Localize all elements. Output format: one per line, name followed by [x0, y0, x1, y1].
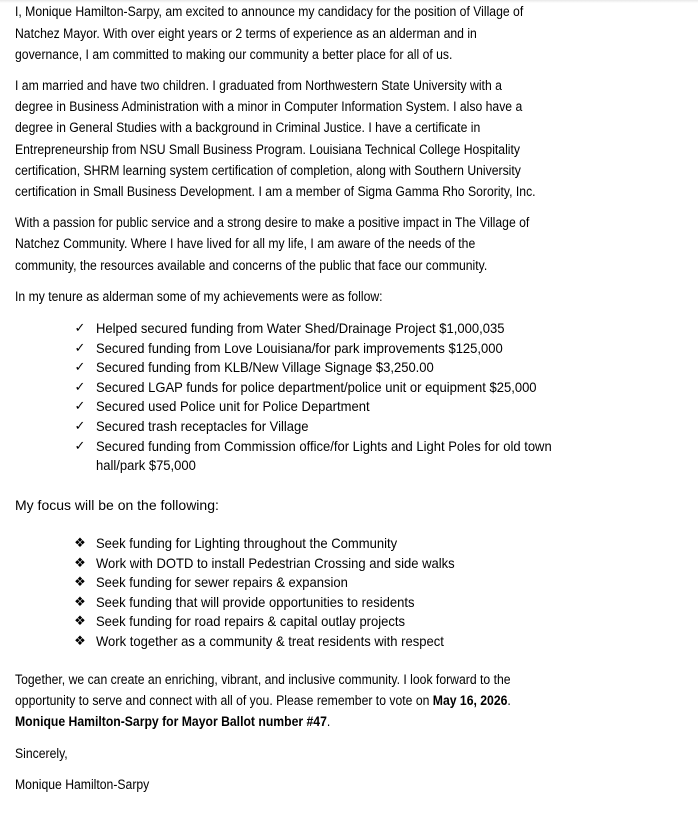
focus-item — [72, 554, 482, 574]
background-line: certification, SHRM learning system certification of completion, along with Southern University — [15, 163, 521, 179]
sign-off: Sincerely, — [15, 746, 68, 762]
background-line: certification in Small Business Development. I am a member of Sigma Gamma Rho Sorority, Inc. — [15, 184, 536, 200]
diamond-bullet-icon: ❖ — [74, 536, 86, 551]
focus-text: Seek funding for sewer repairs & expansion — [96, 574, 348, 591]
focus-item — [72, 632, 482, 652]
achievement-item — [72, 378, 586, 398]
background-line: I am married and have two children. I graduated from Northwestern State University with a — [15, 78, 502, 94]
diamond-bullet-icon: ❖ — [74, 575, 86, 591]
background-line: Entrepreneurship from NSU Small Business Program. Louisiana Technical College Hospitality — [15, 142, 521, 158]
achievements-list — [72, 319, 586, 476]
achievement-item — [72, 319, 586, 339]
focus-text: Work together as a community & treat residents with respect — [96, 632, 444, 649]
achievement-text: Secured trash receptacles for Village — [96, 417, 309, 434]
focus-item — [72, 593, 482, 613]
checkmark-icon: ✓ — [74, 360, 86, 376]
ballot-line — [15, 712, 330, 733]
closing-text: opportunity to serve and connect with all of you. Please remember to vote on — [15, 693, 433, 709]
focus-text: Seek funding for Lighting throughout the Community — [96, 535, 398, 551]
achievement-text: Secured funding from Commission office/for Lights and Light Poles for old town — [96, 437, 552, 454]
focus-item — [72, 612, 482, 632]
achievement-item — [72, 417, 586, 437]
signature: Monique Hamilton-Sarpy — [15, 777, 150, 793]
checkmark-icon: ✓ — [74, 379, 86, 395]
achievement-item — [72, 437, 586, 476]
achievement-item — [72, 397, 586, 417]
achievement-item — [72, 358, 586, 378]
focus-text: Seek funding that will provide opportunities to residents — [96, 593, 415, 610]
intro-line: governance, I am committed to making our community a better place for all of us. — [15, 47, 453, 63]
focus-heading: My focus will be on the following: — [15, 497, 219, 513]
achievement-text: Helped secured funding from Water Shed/Drainage Project $1,000,035 — [96, 320, 505, 336]
checkmark-icon: ✓ — [74, 399, 86, 415]
closing-line: Together, we can create an enriching, vibrant, and inclusive community. I look forward to the — [15, 672, 511, 688]
focus-item — [72, 573, 482, 593]
diamond-bullet-icon: ❖ — [74, 555, 86, 571]
achievement-text: Secured funding from Love Louisiana/for park improvements $125,000 — [96, 339, 503, 356]
checkmark-icon: ✓ — [74, 438, 86, 454]
passion-line: community, the resources available and concerns of the public that face our community. — [15, 258, 488, 274]
diamond-bullet-icon: ❖ — [74, 594, 86, 610]
diamond-bullet-icon: ❖ — [74, 633, 86, 649]
achievement-text: Secured used Police unit for Police Department — [96, 398, 370, 415]
passion-line: With a passion for public service and a strong desire to make a positive impact in The Village of — [15, 215, 530, 231]
background-line: degree in Business Administration with a minor in Computer Information System. I also have a — [15, 99, 523, 115]
vote-date: May 16, 2026 — [432, 693, 508, 709]
focus-item — [72, 534, 482, 554]
passion-line: Natchez Community. Where I have lived for all my life, I am aware of the needs of the — [15, 236, 476, 252]
achievements-heading: In my tenure as alderman some of my achievements were as follow: — [15, 289, 383, 305]
intro-line: Natchez Mayor. With over eight years or 2 terms of experience as an alderman and in — [15, 26, 477, 42]
focus-text: Work with DOTD to install Pedestrian Crossing and side walks — [96, 554, 455, 571]
checkmark-icon: ✓ — [74, 340, 86, 356]
achievement-text-continuation: hall/park $75,000 — [96, 457, 196, 474]
intro-line: I, Monique Hamilton-Sarpy, am excited to announce my candidacy for the position of Village of — [15, 4, 524, 20]
diamond-bullet-icon: ❖ — [74, 614, 86, 630]
background-line: degree in General Studies with a background in Criminal Justice. I have a certificate in — [15, 120, 481, 136]
checkmark-icon: ✓ — [74, 418, 86, 434]
ballot-period: . — [326, 714, 331, 730]
closing-period: . — [507, 693, 511, 709]
focus-text: Seek funding for road repairs & capital outlay projects — [96, 613, 406, 630]
achievement-text: Secured funding from KLB/New Village Signage $3,250.00 — [96, 359, 434, 376]
achievement-item — [72, 339, 586, 359]
ballot-text: Monique Hamilton-Sarpy for Mayor Ballot number #47 — [15, 714, 327, 730]
achievement-text: Secured LGAP funds for police department/police unit or equipment $25,000 — [96, 378, 537, 395]
focus-list — [72, 534, 482, 652]
closing-line — [15, 691, 511, 712]
checkmark-icon: ✓ — [74, 321, 86, 336]
